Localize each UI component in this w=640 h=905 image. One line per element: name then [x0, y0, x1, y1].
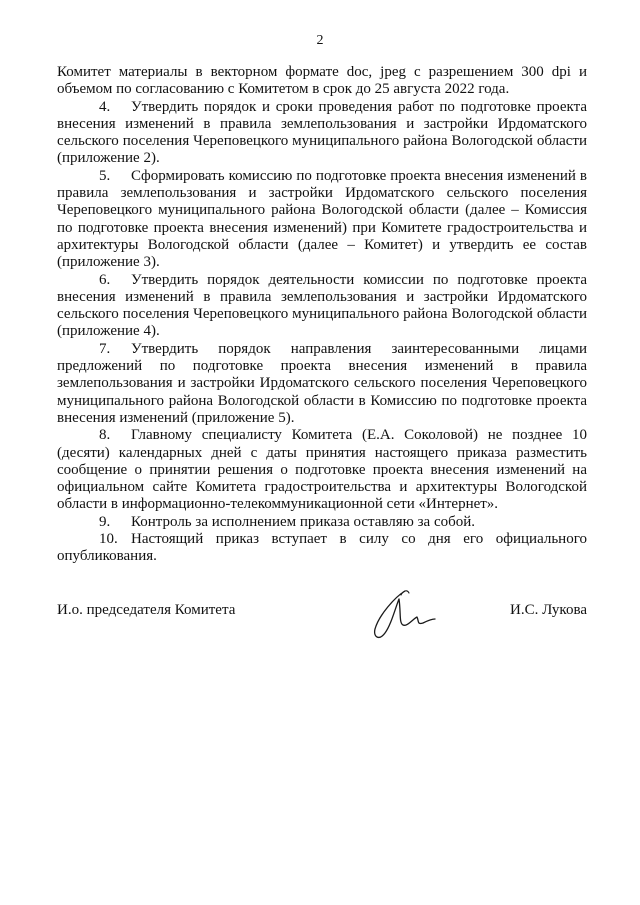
- list-item-5: [57, 168, 587, 272]
- item-number: 4.: [99, 98, 111, 115]
- item-text: Утвердить порядок деятельности комиссии по подготовке проекта внесения изменений в правила землепользования и застройки Ирдоматского сельского поселения Череповецкого муниципального района Вологодской области (приложение 4).: [57, 271, 587, 340]
- item-number: 7.: [99, 340, 111, 357]
- document-body: [57, 64, 587, 566]
- list-item-10: [57, 531, 587, 566]
- item-number: 9.: [99, 513, 111, 530]
- item-text: Утвердить порядок направления заинтересованными лицами предложений по подготовке проекта внесения изменений в правила землепользования и застройки Ирдоматского сельского поселения Череповецкого муниципального района Вологодской области в Комиссию по подготовке проекта внесения изменений (приложение 5).: [57, 340, 587, 426]
- item-text: Утвердить порядок и сроки проведения работ по подготовке проекта внесения изменений в правила землепользования и застройки Ирдоматского сельского поселения Череповецкого муниципального района Вологодской области (приложение 2).: [57, 98, 587, 167]
- list-item-7: [57, 341, 587, 427]
- handwritten-signature-icon: [365, 583, 437, 643]
- list-item-9: [57, 514, 587, 531]
- list-item-4: [57, 99, 587, 168]
- signer-position: И.о. председателя Комитета: [57, 602, 236, 618]
- list-item-6: [57, 272, 587, 341]
- page-number: 2: [316, 33, 324, 48]
- item-number: 10.: [99, 531, 118, 548]
- signer-name: И.С. Лукова: [510, 602, 587, 618]
- item-number: 6.: [99, 271, 111, 288]
- item-number: 5.: [99, 167, 111, 184]
- item-text: Контроль за исполнением приказа оставляю за собой.: [131, 513, 476, 530]
- intro-paragraph: Комитет материалы в векторном формате doc, jpeg с разрешением 300 dpi и объемом по согласованию с Комитетом в срок до 25 августа 2022 года.: [57, 64, 587, 98]
- list-item-8: [57, 427, 587, 513]
- item-text: Настоящий приказ вступает в силу со дня его официального опубликования.: [57, 531, 587, 565]
- signature-row: [57, 602, 587, 622]
- item-number: 8.: [99, 427, 111, 444]
- item-text: Главному специалисту Комитета (Е.А. Соколовой) не позднее 10 (десяти) календарных дней с даты принятия настоящего приказа разместить сообщение о принятии решения о подготовке проекта внесения изменений на официальном сайте Комитета градостроительства и архитектуры Вологодской области в информационно-телекоммуникационной сети «Интернет».: [57, 427, 587, 513]
- item-text: Сформировать комиссию по подготовке проекта внесения изменений в правила землепользования и застройки Ирдоматского сельского поселения Череповецкого муниципального района Вологодской области (далее – Комиссия по подготовке проекта внесения изменений) при Комитете градостроительства и архитектуры Вологодской области (далее – Комитет) и утвердить ее состав (приложение 3).: [57, 167, 587, 271]
